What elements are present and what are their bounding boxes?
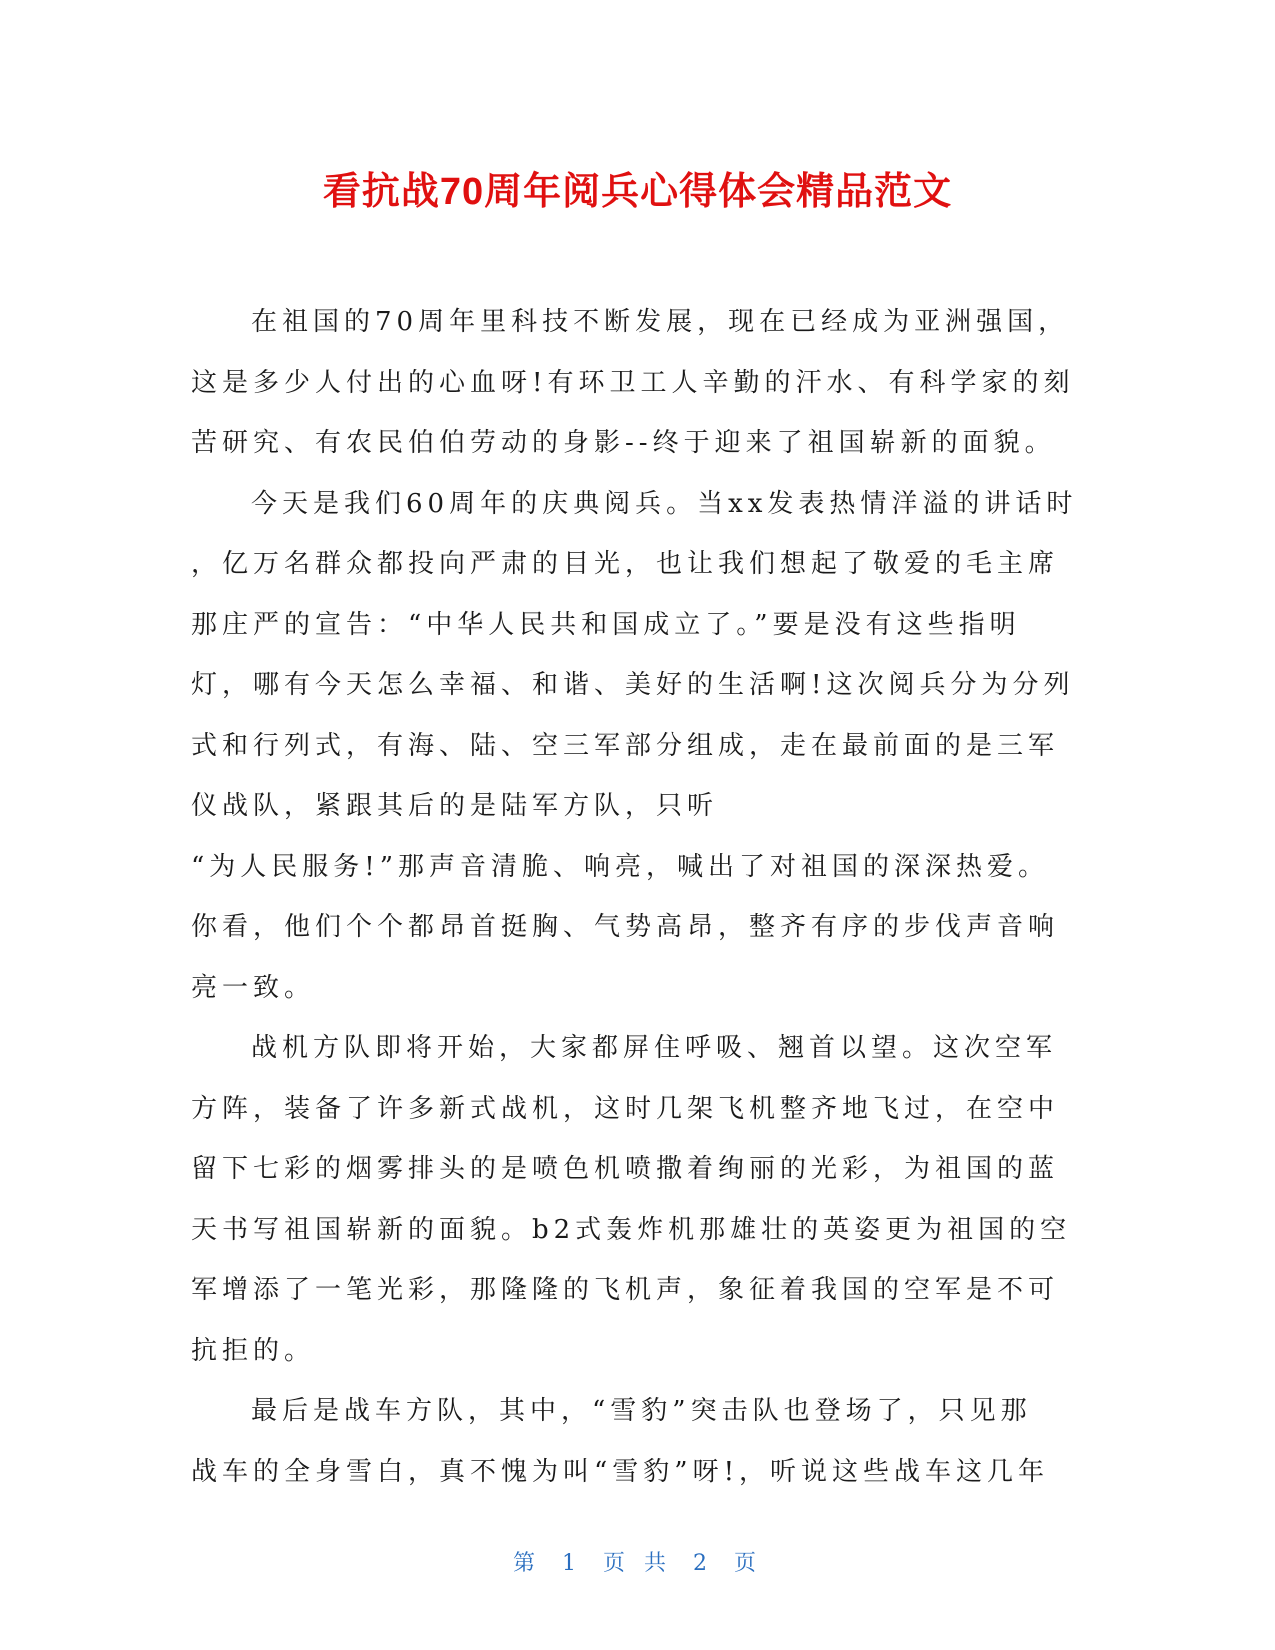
- footer-prefix: 第: [512, 1551, 541, 1576]
- text-line: 最后是战车方队，其中，“雪豹”突击队也登场了，只见那: [251, 1396, 1032, 1426]
- footer-middle: 页 共: [603, 1551, 672, 1576]
- text-line: 战机方队即将开始，大家都屏住呼吸、翘首以望。这次空军: [251, 1033, 1058, 1063]
- text-line: 方阵，装备了许多新式战机，这时几架飞机整齐地飞过，在空中: [191, 1093, 1060, 1124]
- footer-page-number: 1: [562, 1551, 582, 1576]
- text-line: 天书写祖国崭新的面貌。b2式轰炸机那雄壮的英姿更为祖国的空: [191, 1214, 1072, 1245]
- text-line: 式和行列式，有海、陆、空三军部分组成，走在最前面的是三军: [191, 730, 1060, 761]
- text-line: 亮一致。: [191, 972, 316, 1003]
- page-footer: [0, 1546, 1275, 1577]
- text-line: 那庄严的宣告：“中华人民共和国成立了。”要是没有这些指明: [191, 609, 1021, 640]
- text-line: 今天是我们60周年的庆典阅兵。当xx发表热情洋溢的讲话时: [251, 488, 1078, 519]
- text-line: 抗拒的。: [191, 1335, 316, 1366]
- footer-total-pages: 2: [693, 1551, 713, 1576]
- text-line: 军增添了一笔光彩，那隆隆的飞机声，象征着我国的空军是不可: [191, 1275, 1060, 1305]
- document-body: [191, 292, 1081, 1502]
- text-line: 苦研究、有农民伯伯劳动的身影--终于迎来了祖国崭新的面貌。: [191, 428, 1056, 458]
- text-line: 战车的全身雪白，真不愧为叫“雪豹”呀!，听说这些战车这几年: [191, 1456, 1050, 1487]
- text-line: 在祖国的70周年里科技不断发展，现在已经成为亚洲强国，: [251, 307, 1070, 337]
- text-line: 这是多少人付出的心血呀!有环卫工人辛勤的汗水、有科学家的刻: [191, 367, 1075, 398]
- text-line: ，亿万名群众都投向严肃的目光，也让我们想起了敬爱的毛主席: [191, 549, 1060, 579]
- text-line: 仪战队，紧跟其后的是陆军方队，只听: [191, 791, 719, 821]
- footer-suffix: 页: [734, 1551, 763, 1576]
- text-line: “为人民服务!”那声音清脆、响亮，喊出了对祖国的深深热爱。: [191, 851, 1050, 882]
- text-line: 灯，哪有今天怎么幸福、和谐、美好的生活啊!这次阅兵分为分列: [191, 670, 1075, 700]
- text-line: 你看，他们个个都昂首挺胸、气势高昂，整齐有序的步伐声音响: [191, 912, 1060, 942]
- document-title: 看抗战70周年阅兵心得体会精品范文: [322, 171, 953, 213]
- text-line: 留下七彩的烟雾排头的是喷色机喷撒着绚丽的光彩，为祖国的蓝: [191, 1154, 1060, 1184]
